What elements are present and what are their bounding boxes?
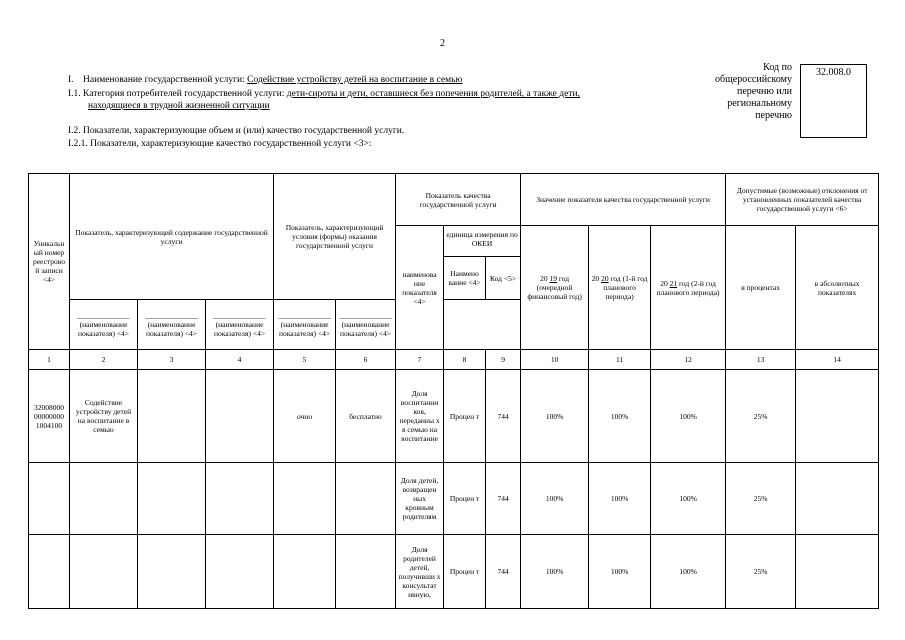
col-number: 1 xyxy=(29,350,70,370)
condition-cell: очно xyxy=(274,370,336,463)
content-cell xyxy=(206,370,274,463)
year-number: 20 xyxy=(601,274,609,283)
section-prefix: I. xyxy=(68,75,74,85)
indicator-name-caption: (наименование показателя) <4> xyxy=(213,320,266,338)
unique-number-cell xyxy=(29,535,70,609)
table-row xyxy=(29,370,879,463)
code-label-line: общероссийскому xyxy=(715,74,792,85)
code-label-line: региональному xyxy=(727,98,792,109)
year-prefix: 20 xyxy=(591,274,602,283)
service-name-label: Наименование государственной услуги: xyxy=(83,75,248,85)
blank-line: ______________ xyxy=(278,311,331,320)
content-cell xyxy=(138,463,206,535)
year-3-cell: 100% xyxy=(651,535,726,609)
col-number: 7 xyxy=(396,350,444,370)
col-number: 6 xyxy=(336,350,396,370)
service-name-value: Содействие устройству детей на воспитание в семью xyxy=(247,75,463,85)
unit-code-cell: 744 xyxy=(486,463,521,535)
page-number: 2 xyxy=(440,38,445,49)
percent-cell: 25% xyxy=(726,535,796,609)
col-number: 4 xyxy=(206,350,274,370)
consumer-category-line xyxy=(68,89,580,100)
indicator-name-caption: (наименование показателя) <4> xyxy=(145,320,198,338)
consumer-category-label: Категория потребителей государственной услуги: xyxy=(83,89,287,99)
header-year-2 xyxy=(589,226,651,350)
code-label-line: перечню xyxy=(755,110,792,121)
header-year-3 xyxy=(651,226,726,350)
consumer-category-value-1: дети-сироты и дети, оставшиеся без попечения родителей, а также дети, xyxy=(286,89,580,99)
registry-code-box: 32.008.0 xyxy=(800,64,867,138)
year-3-cell: 100% xyxy=(651,370,726,463)
condition-cell: бесплатно xyxy=(336,370,396,463)
column-numbers-row xyxy=(29,350,879,370)
content-cell xyxy=(138,535,206,609)
unique-number-cell: 32008000 00000000 1004100 xyxy=(29,370,70,463)
header-unit-code: Код <5> xyxy=(489,273,517,283)
header-indicator-condition-1 xyxy=(274,300,336,350)
col-number: 3 xyxy=(138,350,206,370)
condition-cell xyxy=(336,463,396,535)
unit-code-cell: 744 xyxy=(486,370,521,463)
absolute-cell xyxy=(796,535,879,609)
col-number: 2 xyxy=(70,350,138,370)
header-indicator-content-2 xyxy=(138,300,206,350)
quality-indicators-table xyxy=(28,173,879,609)
year-2-cell: 100% xyxy=(589,370,651,463)
indicator-cell: Доля родителей детей, получивши х консультат ивную, xyxy=(396,535,444,609)
content-cell xyxy=(206,535,274,609)
header-unit-title: единица измерения по ОКЕИ xyxy=(444,226,520,257)
header-unit-name: Наимено вание <4> xyxy=(444,257,486,299)
condition-cell xyxy=(336,535,396,609)
table-row xyxy=(29,535,879,609)
col-number: 8 xyxy=(444,350,486,370)
percent-cell: 25% xyxy=(726,370,796,463)
col-number: 14 xyxy=(796,350,879,370)
header-absolute: в абсолютных показателях xyxy=(796,226,879,350)
year-suffix: год (2-й год планового периода) xyxy=(656,278,720,297)
header-unit xyxy=(444,226,521,300)
indicator-name-caption: (наименование показателя) <4> xyxy=(339,320,392,338)
content-cell: Содействие устройству детей на воспитание в семью xyxy=(70,370,138,463)
year-suffix: год (1-й год планового периода) xyxy=(603,274,648,301)
header-percent: в процентах xyxy=(726,226,796,350)
content-cell xyxy=(70,463,138,535)
header-indicator-name: наименова ние показателя <4> xyxy=(396,226,444,350)
unique-number-cell xyxy=(29,463,70,535)
year-1-cell: 100% xyxy=(521,463,589,535)
service-name-line xyxy=(68,75,463,86)
blank-line: ______________ xyxy=(77,311,130,320)
blank-line: ______________ xyxy=(339,311,392,320)
year-number: 21 xyxy=(669,278,678,288)
unit-name-cell: Процен т xyxy=(444,370,486,463)
content-cell xyxy=(70,535,138,609)
col-number: 10 xyxy=(521,350,589,370)
unit-name-cell: Процен т xyxy=(444,535,486,609)
year-2-cell: 100% xyxy=(589,535,651,609)
indicator-cell: Доля воспитанни ков, переданны х в семью на воспитание xyxy=(396,370,444,463)
col-number: 5 xyxy=(274,350,336,370)
col-number: 12 xyxy=(651,350,726,370)
indicator-name-caption: (наименование показателя) <4> xyxy=(278,320,331,338)
registry-code-label xyxy=(700,62,792,122)
header-conditions: Показатель, характеризующий условия (формы) оказания государственной услуги xyxy=(274,174,396,300)
absolute-cell xyxy=(796,370,879,463)
table-row xyxy=(29,463,879,535)
year-2-cell: 100% xyxy=(589,463,651,535)
section-1-2-1: I.2.1. Показатели, характеризующие качество государственной услуги <3>: xyxy=(68,139,372,149)
header-content: Показатель, характеризующий содержание государственной услуги xyxy=(70,174,274,300)
header-unit-subcols xyxy=(444,257,520,299)
indicator-name-caption: (наименование показателя) <4> xyxy=(77,320,130,338)
year-prefix: 20 xyxy=(540,274,550,283)
percent-cell: 25% xyxy=(726,463,796,535)
header-unique-number: Уникальн ый номер реестрово й записи <4> xyxy=(29,174,70,350)
col-number: 11 xyxy=(589,350,651,370)
year-1-cell: 100% xyxy=(521,535,589,609)
condition-cell xyxy=(274,463,336,535)
section-1-2: I.2. Показатели, характеризующие объем и (или) качество государственной услуги. xyxy=(68,126,405,136)
blank-line: ______________ xyxy=(213,311,266,320)
unit-name-cell: Процен т xyxy=(444,463,486,535)
content-cell xyxy=(138,370,206,463)
code-label-line: Код по xyxy=(763,62,792,73)
col-number: 13 xyxy=(726,350,796,370)
unit-code-cell: 744 xyxy=(486,535,521,609)
absolute-cell xyxy=(796,463,879,535)
condition-cell xyxy=(274,535,336,609)
section-prefix: I.1. xyxy=(68,89,81,99)
header-indicator-content-1 xyxy=(70,300,138,350)
blank-line: ______________ xyxy=(145,311,198,320)
header-indicator-condition-2 xyxy=(336,300,396,350)
indicator-cell: Доля детей, возвращен ных кровным родителям xyxy=(396,463,444,535)
header-year-1 xyxy=(521,226,589,350)
header-deviation: Допустимые (возможные) отклонения от установленных показателей качества государственной услуги <6> xyxy=(726,174,879,226)
year-prefix: 20 xyxy=(660,278,670,288)
year-suffix: год (очередной финансовый год) xyxy=(527,274,582,301)
code-label-line: перечню или xyxy=(736,86,792,97)
consumer-category-value-2: находящиеся в трудной жизненной ситуации xyxy=(88,101,270,111)
header-quality: Показатель качества государственной услуги xyxy=(396,174,521,226)
header-indicator-content-3 xyxy=(206,300,274,350)
year-3-cell: 100% xyxy=(651,463,726,535)
col-number: 9 xyxy=(486,350,521,370)
year-1-cell: 100% xyxy=(521,370,589,463)
year-number: 19 xyxy=(549,274,557,283)
header-value: Значение показателя качества государственной услуги xyxy=(521,174,726,226)
content-cell xyxy=(206,463,274,535)
